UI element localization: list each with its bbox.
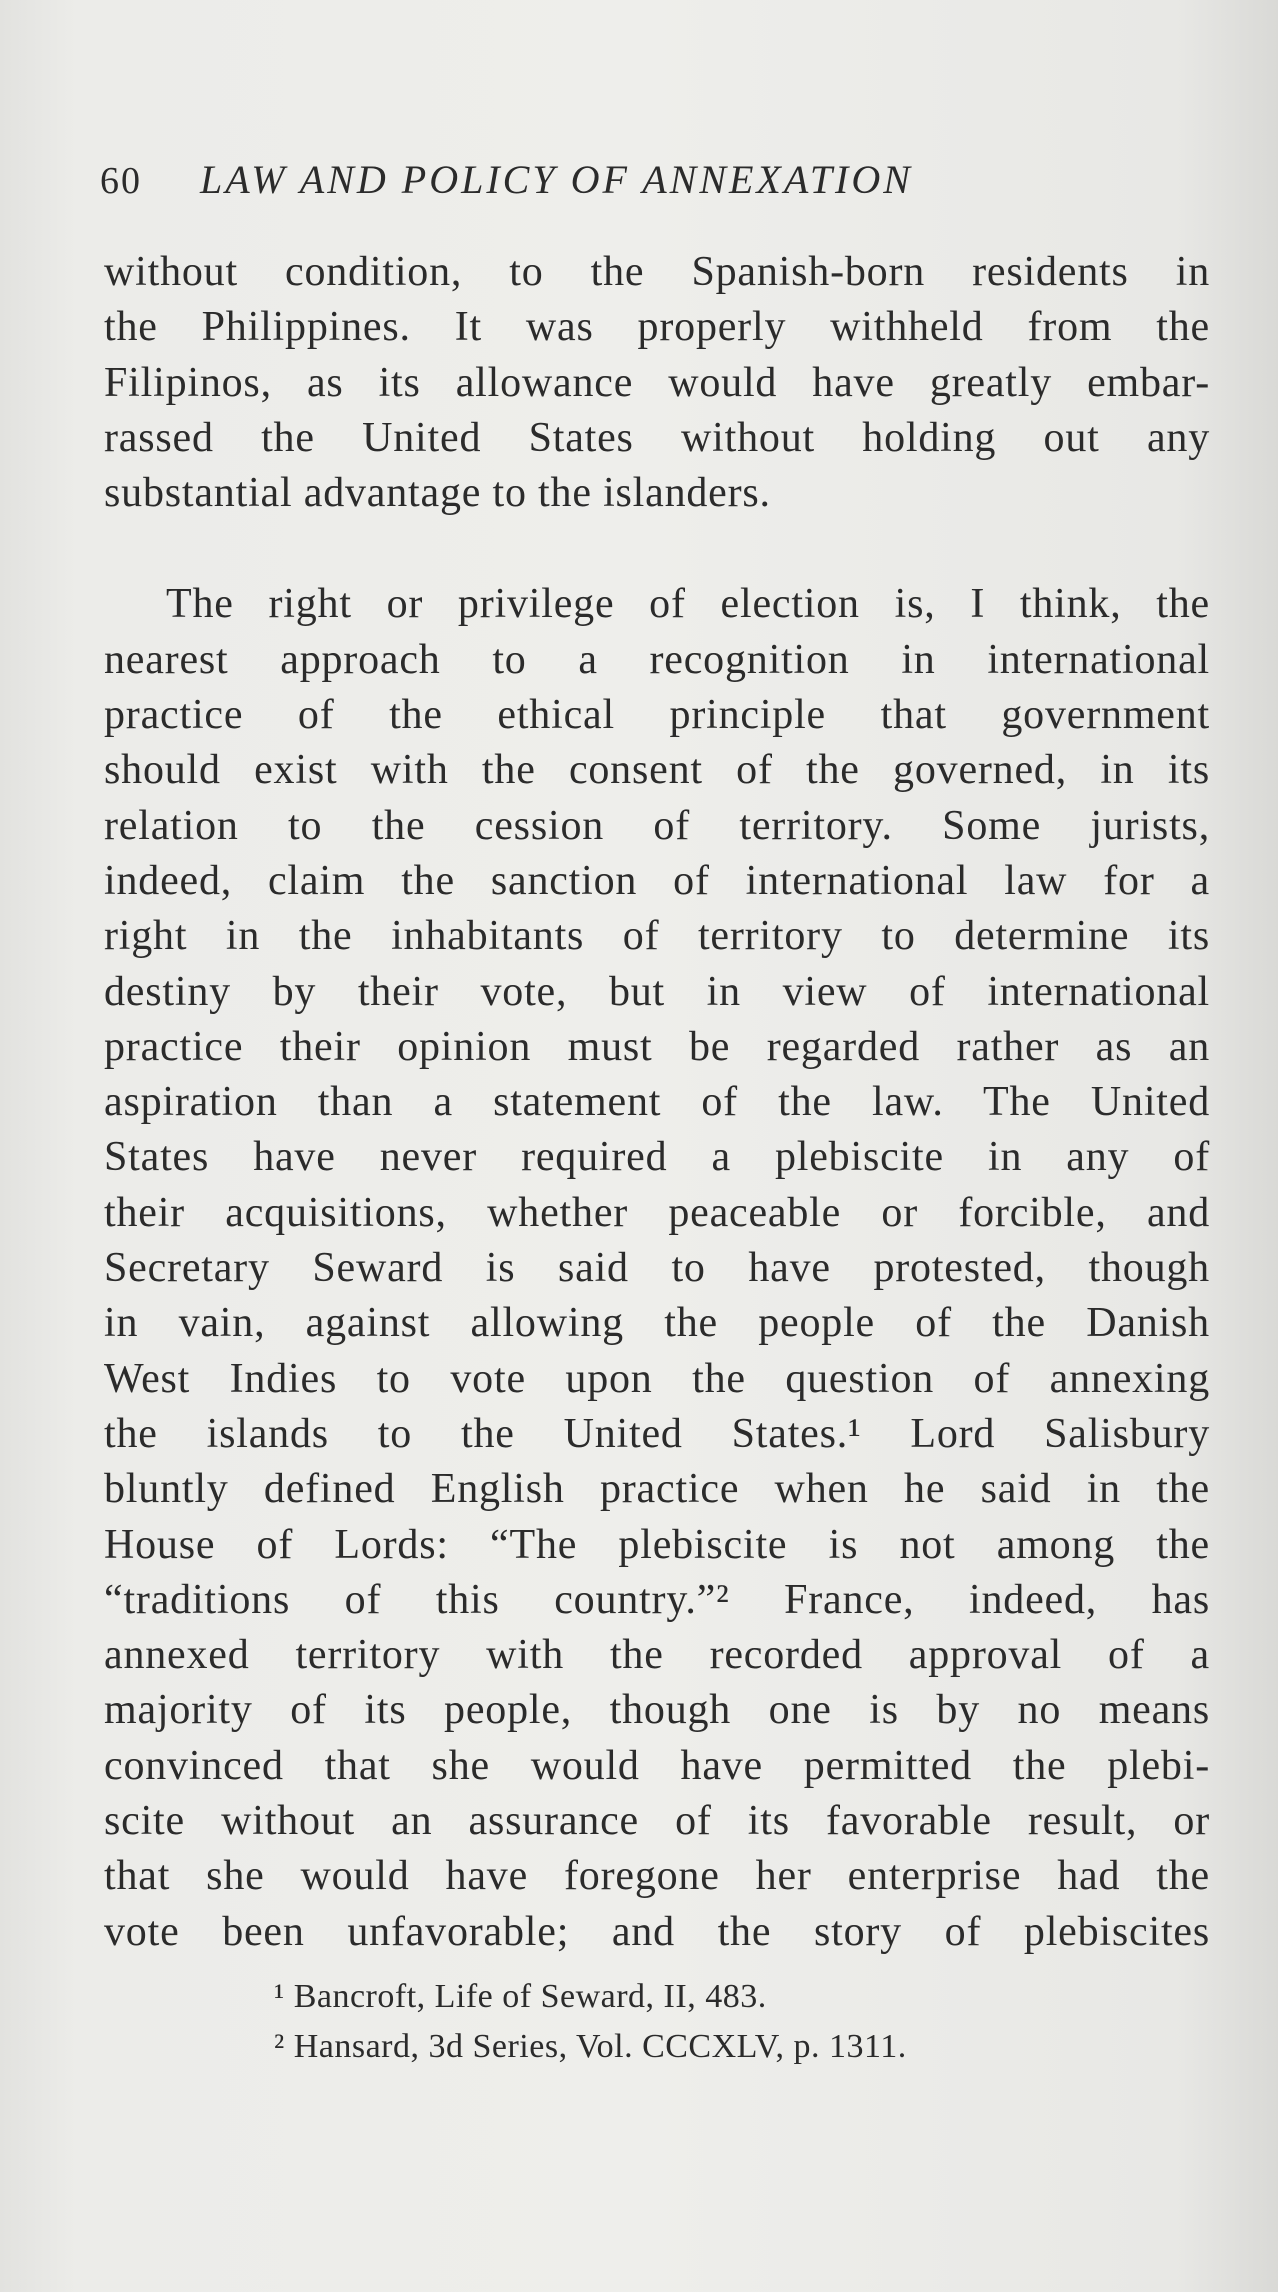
- footnote-2: ² Hansard, 3d Series, Vol. CCCXLV, p. 1311.: [274, 2028, 907, 2065]
- paragraph-gap: [104, 521, 1210, 577]
- text-line: their acquisitions, whether peaceable or forcible, and: [104, 1189, 1210, 1236]
- text-line: without condition, to the Spanish-born residents in: [104, 249, 1210, 295]
- body-text: [104, 245, 1210, 1960]
- text-line: The right or privilege of election is, I think, the: [166, 581, 1210, 628]
- text-line: Secretary Seward is said to have protested, though: [104, 1245, 1210, 1292]
- text-line: the islands to the United States.¹ Lord Salisbury: [104, 1410, 1210, 1457]
- text-line: States have never required a plebiscite in any of: [104, 1134, 1210, 1181]
- text-line: West Indies to vote upon the question of annexing: [104, 1355, 1210, 1402]
- text-line: vote been unfavorable; and the story of plebiscites: [104, 1908, 1210, 1955]
- page-number: 60: [100, 160, 142, 202]
- text-line: practice their opinion must be regarded rather as an: [104, 1023, 1210, 1070]
- footnote-1: ¹ Bancroft, Life of Seward, II, 483.: [274, 1978, 767, 2015]
- text-line: nearest approach to a recognition in international: [104, 636, 1210, 683]
- text-line: majority of its people, though one is by no means: [104, 1687, 1210, 1734]
- text-line: scite without an assurance of its favorable result, or: [104, 1798, 1210, 1845]
- paragraph-1: [104, 245, 1210, 521]
- running-header: [100, 150, 1100, 210]
- paragraph-2: [104, 577, 1210, 1959]
- text-line: relation to the cession of territory. Some jurists,: [104, 802, 1210, 849]
- text-line: indeed, claim the sanction of international law for a: [104, 857, 1210, 904]
- text-line: House of Lords: “The plebiscite is not among the: [104, 1521, 1210, 1568]
- text-line: “traditions of this country.”² France, indeed, has: [104, 1576, 1210, 1623]
- text-line: destiny by their vote, but in view of international: [104, 968, 1210, 1015]
- text-line: convinced that she would have permitted the plebi-: [104, 1742, 1210, 1789]
- text-line: in vain, against allowing the people of the Danish: [104, 1300, 1210, 1347]
- footnotes: [274, 1972, 1074, 2072]
- text-line: annexed territory with the recorded approval of a: [104, 1632, 1210, 1679]
- running-title: LAW AND POLICY OF ANNEXATION: [200, 157, 913, 202]
- text-line: that she would have foregone her enterprise had the: [104, 1853, 1210, 1900]
- text-line: right in the inhabitants of territory to determine its: [104, 913, 1210, 960]
- text-line: practice of the ethical principle that government: [104, 692, 1210, 739]
- text-line: substantial advantage to the islanders.: [104, 470, 771, 517]
- text-line: rassed the United States without holding out any: [104, 414, 1210, 461]
- text-line: the Philippines. It was properly withheld from the: [104, 304, 1210, 351]
- text-line: Filipinos, as its allowance would have greatly embar-: [104, 359, 1210, 406]
- text-line: aspiration than a statement of the law. The United: [104, 1079, 1210, 1126]
- text-line: should exist with the consent of the governed, in its: [104, 747, 1210, 794]
- text-line: bluntly defined English practice when he said in the: [104, 1466, 1210, 1513]
